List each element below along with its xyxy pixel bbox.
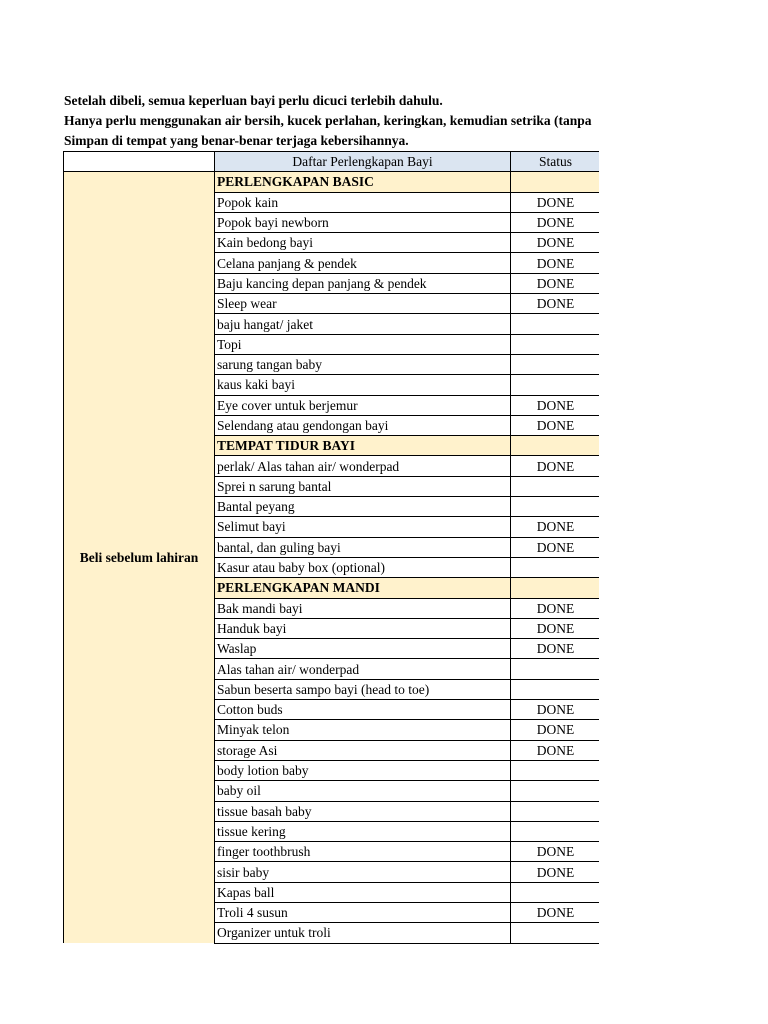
item-name-cell[interactable]: Kain bedong bayi <box>215 233 511 253</box>
item-name-cell[interactable]: Sabun beserta sampo bayi (head to toe) <box>215 679 511 699</box>
item-name-cell[interactable]: Baju kancing depan panjang & pendek <box>215 273 511 293</box>
status-cell[interactable] <box>511 801 601 821</box>
status-cell[interactable]: DONE <box>511 456 601 476</box>
group-label-cell[interactable]: Beli sebelum lahiran <box>64 172 215 943</box>
item-name-cell[interactable]: Alas tahan air/ wonderpad <box>215 659 511 679</box>
status-cell[interactable]: DONE <box>511 212 601 232</box>
item-name-cell[interactable]: Troli 4 susun <box>215 902 511 922</box>
status-cell[interactable]: DONE <box>511 639 601 659</box>
status-cell[interactable]: DONE <box>511 192 601 212</box>
status-cell[interactable]: DONE <box>511 517 601 537</box>
item-name-cell[interactable]: perlak/ Alas tahan air/ wonderpad <box>215 456 511 476</box>
status-cell[interactable]: DONE <box>511 395 601 415</box>
item-name-cell[interactable]: bantal, dan guling bayi <box>215 537 511 557</box>
status-cell[interactable] <box>511 172 601 192</box>
item-name-cell[interactable]: Selendang atau gendongan bayi <box>215 415 511 435</box>
section-title-cell[interactable]: PERLENGKAPAN MANDI <box>215 578 511 598</box>
status-cell[interactable] <box>511 781 601 801</box>
item-name-cell[interactable]: Handuk bayi <box>215 618 511 638</box>
status-cell[interactable]: DONE <box>511 740 601 760</box>
item-name-cell[interactable]: sisir baby <box>215 862 511 882</box>
item-name-cell[interactable]: storage Asi <box>215 740 511 760</box>
item-name-cell[interactable]: finger toothbrush <box>215 842 511 862</box>
intro-line-3: Simpan di tempat yang benar-benar terjaga kebersihannya. <box>64 133 409 148</box>
item-name-cell[interactable]: baju hangat/ jaket <box>215 314 511 334</box>
status-cell[interactable] <box>511 659 601 679</box>
status-cell[interactable]: DONE <box>511 273 601 293</box>
status-cell[interactable] <box>511 882 601 902</box>
intro-line-2: Hanya perlu menggunakan air bersih, kucek perlahan, keringkan, kemudian setrika (tanpa <box>64 113 592 128</box>
baby-supplies-table <box>63 151 601 944</box>
status-cell[interactable]: DONE <box>511 862 601 882</box>
status-cell[interactable] <box>511 334 601 354</box>
item-name-cell[interactable]: Bak mandi bayi <box>215 598 511 618</box>
header-status-cell[interactable]: Status <box>511 152 601 172</box>
status-cell[interactable]: DONE <box>511 253 601 273</box>
status-cell[interactable]: DONE <box>511 415 601 435</box>
item-name-cell[interactable]: Celana panjang & pendek <box>215 253 511 273</box>
status-cell[interactable]: DONE <box>511 700 601 720</box>
status-cell[interactable] <box>511 821 601 841</box>
item-name-cell[interactable]: Sprei n sarung bantal <box>215 476 511 496</box>
status-cell[interactable] <box>511 375 601 395</box>
header-blank-cell[interactable] <box>64 152 215 172</box>
item-name-cell[interactable]: kaus kaki bayi <box>215 375 511 395</box>
table-header-row <box>64 152 601 172</box>
status-cell[interactable]: DONE <box>511 598 601 618</box>
status-cell[interactable] <box>511 679 601 699</box>
item-name-cell[interactable]: tissue kering <box>215 821 511 841</box>
status-cell[interactable]: DONE <box>511 537 601 557</box>
status-cell[interactable] <box>511 314 601 334</box>
item-name-cell[interactable]: Organizer untuk troli <box>215 923 511 943</box>
status-cell[interactable] <box>511 436 601 456</box>
status-cell[interactable]: DONE <box>511 902 601 922</box>
status-cell[interactable] <box>511 354 601 374</box>
status-cell[interactable] <box>511 497 601 517</box>
right-clip-area <box>599 140 768 960</box>
item-name-cell[interactable]: baby oil <box>215 781 511 801</box>
item-name-cell[interactable]: body lotion baby <box>215 760 511 780</box>
item-name-cell[interactable]: tissue basah baby <box>215 801 511 821</box>
status-cell[interactable]: DONE <box>511 618 601 638</box>
status-cell[interactable] <box>511 923 601 943</box>
item-name-cell[interactable]: Kapas ball <box>215 882 511 902</box>
status-cell[interactable] <box>511 476 601 496</box>
intro-notes <box>64 91 599 151</box>
item-name-cell[interactable]: Popok bayi newborn <box>215 212 511 232</box>
section-title-cell[interactable]: PERLENGKAPAN BASIC <box>215 172 511 192</box>
status-cell[interactable] <box>511 557 601 577</box>
item-name-cell[interactable]: sarung tangan baby <box>215 354 511 374</box>
status-cell[interactable] <box>511 578 601 598</box>
item-name-cell[interactable]: Kasur atau baby box (optional) <box>215 557 511 577</box>
item-name-cell[interactable]: Cotton buds <box>215 700 511 720</box>
section-title-cell[interactable]: TEMPAT TIDUR BAYI <box>215 436 511 456</box>
item-name-cell[interactable]: Eye cover untuk berjemur <box>215 395 511 415</box>
status-cell[interactable]: DONE <box>511 720 601 740</box>
item-name-cell[interactable]: Popok kain <box>215 192 511 212</box>
item-name-cell[interactable]: Sleep wear <box>215 294 511 314</box>
status-cell[interactable]: DONE <box>511 233 601 253</box>
status-cell[interactable]: DONE <box>511 842 601 862</box>
status-cell[interactable] <box>511 760 601 780</box>
item-name-cell[interactable]: Waslap <box>215 639 511 659</box>
item-name-cell[interactable]: Minyak telon <box>215 720 511 740</box>
item-name-cell[interactable]: Selimut bayi <box>215 517 511 537</box>
item-name-cell[interactable]: Bantal peyang <box>215 497 511 517</box>
header-item-cell[interactable]: Daftar Perlengkapan Bayi <box>215 152 511 172</box>
item-name-cell[interactable]: Topi <box>215 334 511 354</box>
section-row <box>64 172 601 192</box>
status-cell[interactable]: DONE <box>511 294 601 314</box>
intro-line-1: Setelah dibeli, semua keperluan bayi perlu dicuci terlebih dahulu. <box>64 93 443 108</box>
